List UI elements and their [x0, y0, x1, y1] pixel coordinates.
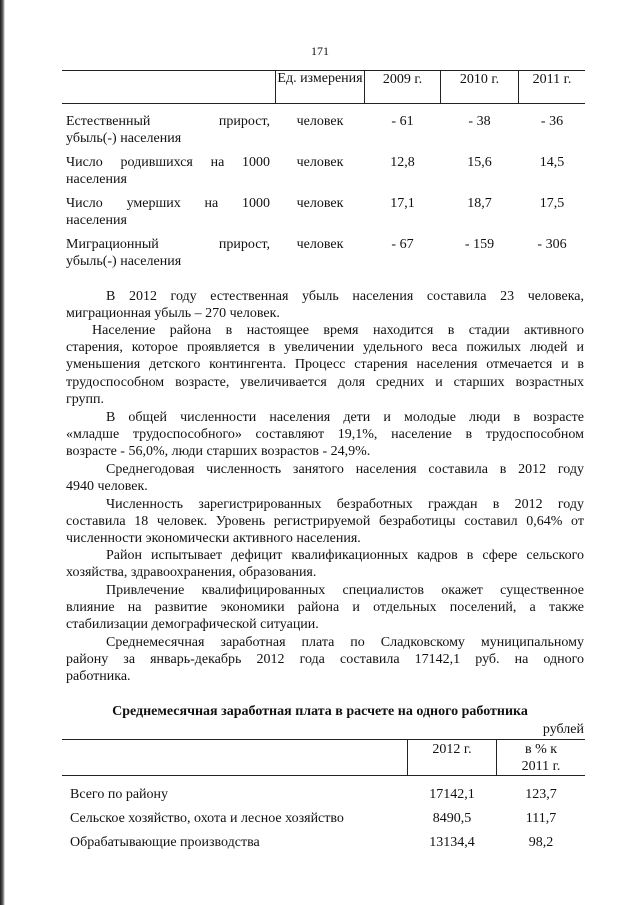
row-unit: человек — [296, 155, 344, 170]
page-number: 171 — [311, 44, 329, 58]
row-unit: человек — [296, 196, 344, 211]
text-line: «младше трудоспособного» составляют 19,1%, население в трудоспособном — [66, 427, 584, 443]
cell-2010: 18,7 — [467, 196, 492, 211]
salary-header-percent-year: 2011 г. — [521, 759, 561, 774]
paragraph — [66, 322, 584, 408]
salary-row-label: Всего по району — [70, 787, 169, 802]
table1-header-2011: 2011 г. — [532, 72, 572, 87]
text-line: В 2012 году естественная убыль населения составила 23 человека, — [106, 289, 584, 304]
text-line: 4940 человек. — [66, 479, 148, 495]
table-row — [66, 236, 270, 270]
text-line: трудоспособном возрасте, увеличивается доля средних и старших возрастных — [66, 374, 584, 390]
cell-2011: - 36 — [540, 114, 564, 129]
text-line: влияние на развитие экономики района и отдельных поселений, а также — [66, 600, 584, 616]
salary-row-value: 13134,4 — [429, 835, 475, 850]
table-row — [66, 195, 270, 229]
paragraph — [66, 288, 584, 322]
salary-table-unit: рублей — [542, 722, 584, 737]
paragraph — [66, 461, 584, 495]
text-line: Население района в настоящее время находится в стадии активного — [92, 323, 584, 338]
salary-row-value: 8490,5 — [432, 811, 472, 826]
text-line: стабилизации демографической ситуации. — [66, 617, 319, 633]
text-line: Среднемесячная заработная плата по Сладковскому муниципальному — [106, 635, 584, 650]
cell-2009: 17,1 — [390, 196, 415, 211]
text-line: В общей численности населения дети и молодые люди в возрасте — [106, 410, 584, 425]
text-line: старения, которое проявляется в увеличении удельного веса пожилых людей и — [66, 340, 584, 356]
row-label-line: Число родившихся на 1000 — [66, 155, 270, 170]
table1-header-2010: 2010 г. — [459, 72, 500, 87]
row-label-line: Естественный прирост, — [66, 114, 270, 129]
salary-table-title: Среднемесячная заработная плата в расчете на одного работника — [112, 704, 528, 719]
row-label-line: Миграционный прирост, — [66, 237, 270, 252]
text-line: миграционная убыль – 270 человек. — [66, 306, 280, 322]
cell-2011: 17,5 — [539, 196, 565, 211]
cell-2011: - 306 — [537, 237, 567, 252]
text-line: району за январь-декабрь 2012 года составила 17142,1 руб. на одного — [66, 652, 584, 668]
text-line: Привлечение квалифицированных специалистов окажет существенное — [106, 583, 584, 598]
salary-row-percent: 98,2 — [528, 835, 554, 850]
row-unit: человек — [296, 237, 344, 252]
text-line: уменьшения детского контингента. Процесс старения населения отмечается и в — [66, 357, 584, 373]
row-label-line: населения — [66, 172, 127, 187]
text-line: составила 18 человек. Уровень регистрируемой безработицы составил 0,64% от — [66, 514, 584, 530]
salary-row-value: 17142,1 — [429, 787, 475, 802]
table1-header-unit: Ед. измерения — [277, 71, 363, 86]
cell-2009: - 67 — [391, 237, 414, 252]
text-line: Численность зарегистрированных безработных граждан в 2012 году — [106, 497, 584, 512]
salary-row-label: Обрабатывающие производства — [70, 835, 260, 850]
paragraph — [66, 582, 584, 634]
salary-row-percent: 111,7 — [525, 811, 557, 826]
paragraph — [66, 409, 584, 461]
row-unit: человек — [296, 114, 344, 129]
scan-left-edge — [0, 0, 5, 905]
salary-row-percent: 123,7 — [525, 787, 557, 802]
text-line: возрасте - 56,0%, люди старших возрастов - 24,9%. — [66, 444, 371, 460]
paragraph — [66, 634, 584, 686]
salary-header-percent: в % к — [524, 742, 558, 757]
text-line: хозяйства, здравоохранения, образования. — [66, 565, 317, 581]
cell-2009: 12,8 — [390, 155, 415, 170]
salary-row-label: Сельское хозяйство, охота и лесное хозяйство — [70, 811, 344, 826]
paragraph — [66, 547, 584, 581]
text-line: Среднегодовая численность занятого населения составила в 2012 году — [106, 462, 584, 477]
text-line: групп. — [66, 391, 105, 407]
row-label-line: Число умерших на 1000 — [66, 196, 270, 211]
row-label-line: убыль(-) населения — [66, 131, 182, 146]
row-label-line: убыль(-) населения — [66, 254, 182, 269]
text-line: работника. — [66, 669, 131, 685]
paragraph — [66, 496, 584, 548]
salary-header-2012: 2012 г. — [432, 742, 472, 757]
table-row — [66, 113, 270, 147]
table-row — [66, 154, 270, 188]
text-line: численности экономически активного населения. — [66, 531, 361, 547]
text-line: Район испытывает дефицит квалификационных кадров в сфере сельского — [106, 548, 584, 563]
cell-2011: 14,5 — [539, 155, 565, 170]
salary-top-rule — [62, 739, 585, 740]
table1-header-rule — [62, 103, 585, 104]
table1-header-2009: 2009 г. — [382, 72, 423, 87]
cell-2010: - 38 — [468, 114, 491, 129]
cell-2010: - 159 — [464, 237, 495, 252]
cell-2010: 15,6 — [467, 155, 492, 170]
salary-header-rule — [62, 775, 585, 776]
row-label-line: населения — [66, 213, 127, 228]
cell-2009: - 61 — [391, 114, 414, 129]
